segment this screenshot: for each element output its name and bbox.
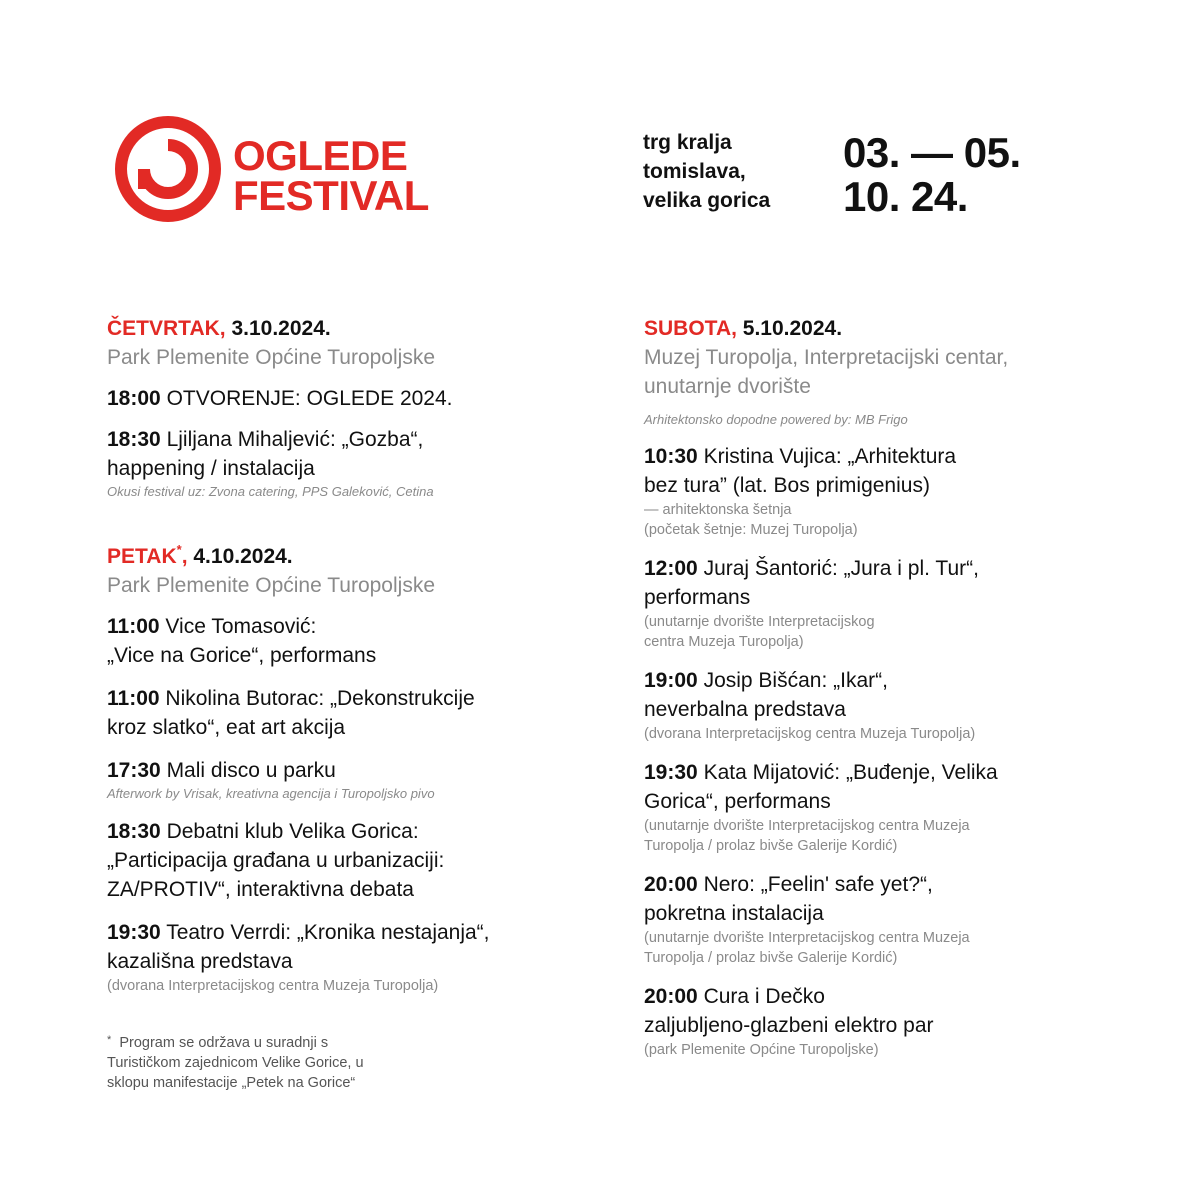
event-title <box>644 758 1114 787</box>
day-section-friday <box>107 543 577 1093</box>
event-title <box>107 817 577 846</box>
day-name: SUBOTA, <box>644 317 737 340</box>
day-section-saturday <box>644 315 1114 1060</box>
event-item <box>107 817 577 904</box>
event-note: Afterwork by Vrisak, kreativna agencija i Turopoljsko pivo <box>107 786 435 801</box>
day-heading <box>107 543 577 571</box>
event-title <box>644 554 1114 583</box>
event-note: (park Plemenite Općine Turopoljske) <box>644 1042 879 1058</box>
event-title-line-2: kroz slatko“, eat art akcija <box>107 716 346 739</box>
event-item <box>107 612 577 670</box>
event-name: Kristina Vujica: „Arhitektura <box>703 445 957 468</box>
event-title-line-2: performans <box>644 586 751 609</box>
event-time: 11:00 <box>107 687 160 710</box>
event-item <box>107 425 577 501</box>
event-time: 19:30 <box>644 761 698 784</box>
event-item <box>644 758 1114 856</box>
day-heading <box>644 315 1114 343</box>
day-section-thursday <box>107 315 577 501</box>
event-title-line-2: „Vice na Gorice“, performans <box>107 644 377 667</box>
program-column-left <box>107 315 577 1093</box>
event-time: 10:30 <box>644 445 698 468</box>
event-note: Okusi festival uz: Zvona catering, PPS Galeković, Cetina <box>107 484 434 499</box>
footnote-line-1: * Program se održava u suradnji s <box>107 1034 329 1051</box>
event-note: (unutarnje dvorište Interpretacijskog centra Muzeja <box>644 818 970 834</box>
event-time: 12:00 <box>644 557 698 580</box>
event-name: Vice Tomasović: <box>165 615 317 638</box>
event-item <box>107 684 577 742</box>
event-time: 20:00 <box>644 985 698 1008</box>
event-title <box>107 756 577 785</box>
event-name: Cura i Dečko <box>703 985 825 1008</box>
footnote-line-3: sklopu manifestacije „Petek na Gorice“ <box>107 1075 356 1091</box>
event-title-line-2: zaljubljeno-glazbeni elektro par <box>644 1014 934 1037</box>
day-date: 5.10.2024. <box>742 317 843 340</box>
event-name: Nero: „Feelin' safe yet?“, <box>703 873 933 896</box>
footnote-line-2: Turističkom zajednicom Velike Gorice, u <box>107 1055 364 1071</box>
location-line-1: trg kralja <box>643 131 732 154</box>
festival-dates-line-2: 10. 24. <box>843 173 968 220</box>
event-name: Mali disco u parku <box>166 759 336 782</box>
event-note-line-2: (početak šetnje: Muzej Turopolja) <box>644 522 858 538</box>
event-title <box>644 442 1114 471</box>
event-time: 18:30 <box>107 820 161 843</box>
event-name: Juraj Šantorić: „Jura i pl. Tur“, <box>703 557 979 580</box>
event-time: 19:00 <box>644 669 698 692</box>
logo-wordmark-line1: OGLEDE <box>233 132 408 179</box>
event-title-line-2: happening / instalacija <box>107 457 315 480</box>
event-item <box>644 666 1114 744</box>
event-title-line-2: kazališna predstava <box>107 950 293 973</box>
event-name: Teatro Verrdi: „Kronika nestajanja“, <box>166 921 490 944</box>
event-note: (unutarnje dvorište Interpretacijskog centra Muzeja <box>644 930 970 946</box>
footnote-marker: * <box>107 1034 112 1046</box>
event-item <box>644 870 1114 968</box>
event-title <box>107 684 577 713</box>
event-title <box>644 982 1114 1011</box>
logo-wordmark-line2: FESTIVAL <box>233 172 429 219</box>
event-name: OTVORENJE: OGLEDE 2024. <box>166 387 453 410</box>
event-note-line-2: centra Muzeja Turopolja) <box>644 634 804 650</box>
event-item <box>107 384 577 413</box>
footnote-marker: * <box>176 542 182 557</box>
festival-logo-mark-icon <box>114 115 222 223</box>
event-item <box>107 918 577 996</box>
day-name: ČETVRTAK, <box>107 317 226 340</box>
day-heading <box>107 315 577 343</box>
event-name: Josip Bišćan: „Ikar“, <box>703 669 888 692</box>
event-name: Nikolina Butorac: „Dekonstrukcije <box>165 687 475 710</box>
day-date: 3.10.2024. <box>231 317 331 340</box>
event-name: Kata Mijatović: „Buđenje, Velika <box>703 761 998 784</box>
event-note-line-2: Turopolja / prolaz bivše Galerije Kordić) <box>644 838 898 854</box>
event-title-line-2: „Participacija građana u urbanizaciji: <box>107 849 445 872</box>
day-date: 4.10.2024. <box>193 545 293 568</box>
festival-dates-line-1: 03. — 05. <box>843 129 1021 176</box>
event-note: (dvorana Interpretacijskog centra Muzeja Turopolja) <box>644 726 976 742</box>
event-note-line-2: Turopolja / prolaz bivše Galerije Kordić) <box>644 950 898 966</box>
event-time: 18:30 <box>107 428 161 451</box>
event-title <box>107 425 577 454</box>
program-column-right <box>644 315 1114 1060</box>
event-title-line-2: pokretna instalacija <box>644 902 824 925</box>
event-time: 17:30 <box>107 759 161 782</box>
event-title <box>644 666 1114 695</box>
event-time: 18:00 <box>107 387 161 410</box>
day-venue: Park Plemenite Općine Turopoljske <box>107 574 435 597</box>
event-item <box>644 554 1114 652</box>
day-sponsor: Arhitektonsko dopodne powered by: MB Frigo <box>644 412 908 427</box>
event-name: Debatni klub Velika Gorica: <box>166 820 419 843</box>
location-line-3: velika gorica <box>643 189 771 212</box>
event-title-line-2: Gorica“, performans <box>644 790 831 813</box>
event-note: — arhitektonska šetnja <box>644 502 792 518</box>
event-title-line-2: neverbalna predstava <box>644 698 846 721</box>
event-title <box>107 918 577 947</box>
event-title <box>107 612 577 641</box>
event-note: (unutarnje dvorište Interpretacijskog <box>644 614 875 630</box>
day-venue: Muzej Turopolja, Interpretacijski centar, <box>644 346 1009 369</box>
event-time: 11:00 <box>107 615 160 638</box>
event-item <box>644 442 1114 540</box>
event-title <box>644 870 1114 899</box>
event-name: Ljiljana Mihaljević: „Gozba“, <box>166 428 424 451</box>
day-venue-line-2: unutarnje dvorište <box>644 375 811 398</box>
event-note: (dvorana Interpretacijskog centra Muzeja Turopolja) <box>107 978 439 994</box>
location-line-2: tomislava, <box>643 160 746 183</box>
event-time: 19:30 <box>107 921 161 944</box>
event-time: 20:00 <box>644 873 698 896</box>
event-title-line-2: bez tura” (lat. Bos primigenius) <box>644 474 930 497</box>
event-title-line-3: ZA/PROTIV“, interaktivna debata <box>107 878 414 901</box>
event-item <box>644 982 1114 1060</box>
event-item <box>107 756 577 803</box>
event-title <box>107 384 577 413</box>
footnote <box>107 1030 577 1093</box>
day-venue: Park Plemenite Općine Turopoljske <box>107 346 435 369</box>
day-name: PETAK*, <box>107 542 188 568</box>
